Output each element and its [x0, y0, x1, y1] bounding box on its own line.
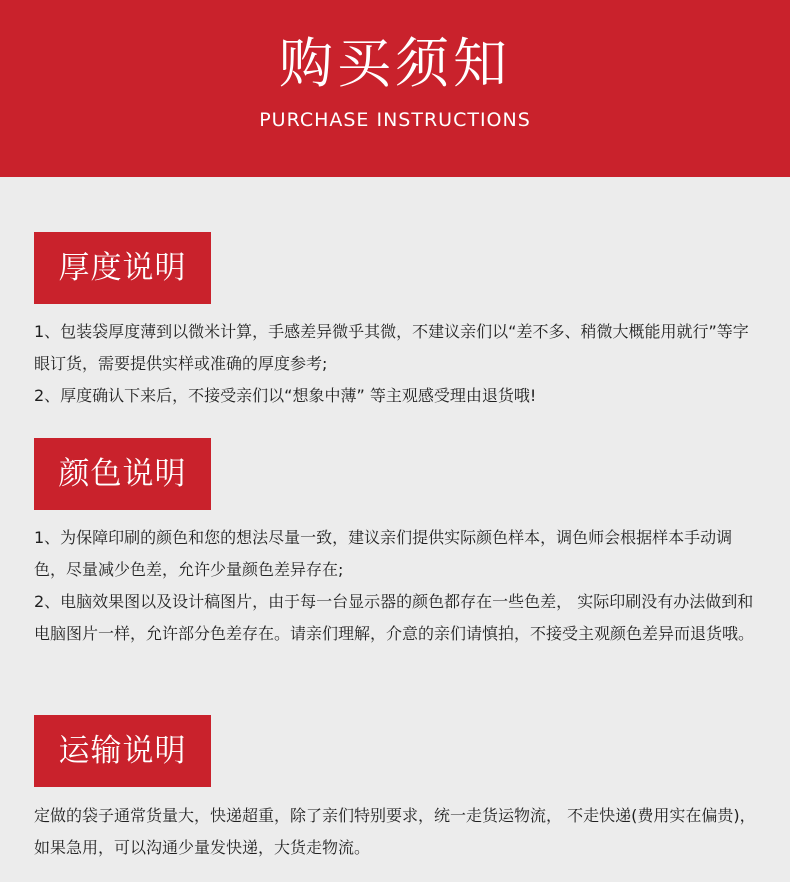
section-body-thickness	[34, 316, 764, 412]
section-body-shipping	[34, 800, 764, 864]
paragraph: 1、为保障印刷的颜色和您的想法尽量一致，建议亲们提供实际颜色样本，调色师会根据样本手动调色，尽量减少色差，允许少量颜色差异存在;	[34, 528, 733, 579]
section-heading-shipping: 运输说明	[34, 715, 211, 787]
section-heading-color: 颜色说明	[34, 438, 211, 510]
section-heading-thickness: 厚度说明	[34, 232, 211, 304]
paragraph: 2、厚度确认下来后，不接受亲们以“想象中薄” 等主观感受理由退货哦!	[34, 386, 537, 405]
header-banner	[0, 0, 790, 177]
section-body-color	[34, 522, 764, 650]
page-title: 购买须知	[279, 32, 511, 95]
paragraph: 2、电脑效果图以及设计稿图片，由于每一台显示器的颜色都存在一些色差， 实际印刷没有办法做到和电脑图片一样，允许部分色差存在。请亲们理解，介意的亲们请慎拍，不接受主观颜色差异而退货哦。	[34, 592, 755, 643]
page-subtitle: PURCHASE INSTRUCTIONS	[259, 109, 531, 131]
paragraph: 定做的袋子通常货量大，快递超重，除了亲们特别要求，统一走货运物流， 不走快递(费用实在偏贵)，如果急用，可以沟通少量发快递，大货走物流。	[34, 806, 756, 857]
paragraph: 1、包装袋厚度薄到以微米计算，手感差异微乎其微，不建议亲们以“差不多、稍微大概能用就行”等字眼订货，需要提供实样或准确的厚度参考;	[34, 322, 749, 373]
